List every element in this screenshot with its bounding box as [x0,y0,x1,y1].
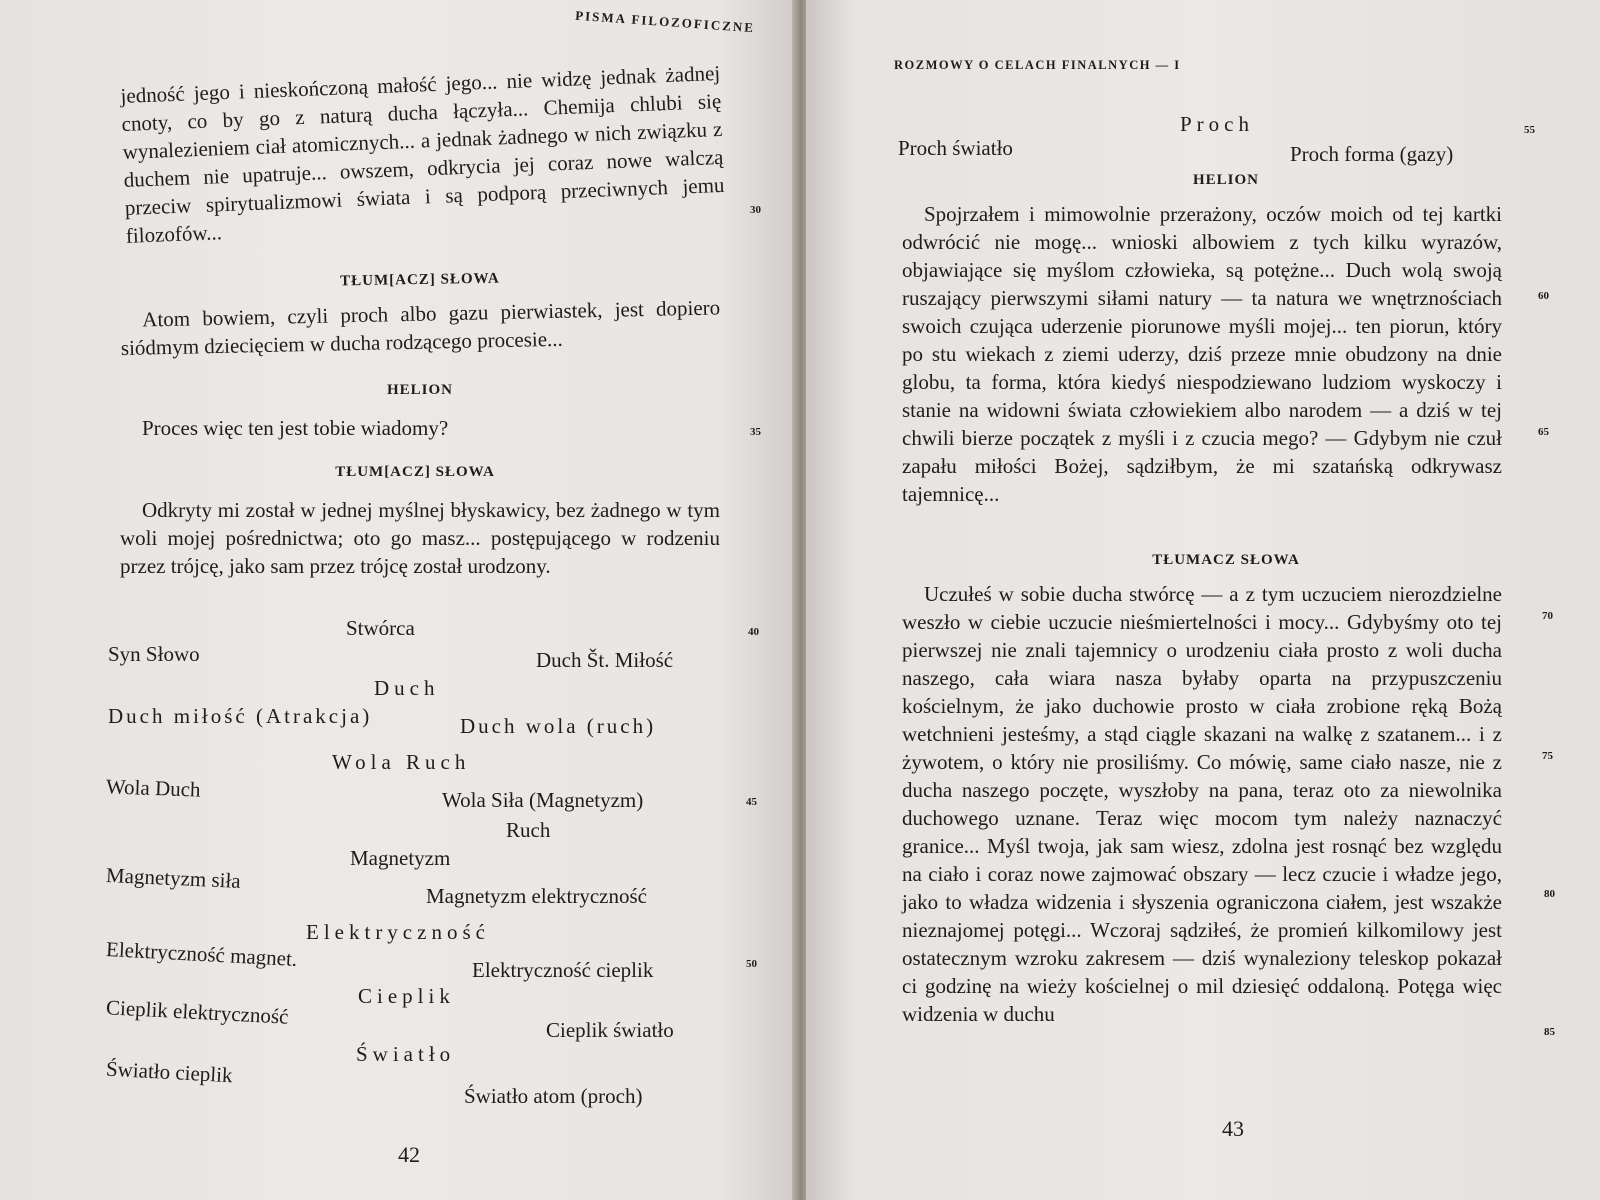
diagram-node: Światło cieplik [105,1056,234,1088]
diagram-node: Wola Duch [105,774,201,802]
line-number: 60 [1538,290,1549,302]
line-number: 55 [1524,124,1535,136]
line-number: 85 [1544,1026,1555,1038]
diagram-node: Magnetyzm [350,846,451,870]
speaker-label: HELION [1192,172,1259,188]
paragraph: Proces więc ten jest tobie wiadomy? [142,416,449,440]
diagram-node: Cieplik [358,984,455,1008]
speaker-label: TŁUMACZ SŁOWA [1152,552,1300,568]
line-number: 80 [1544,888,1555,900]
diagram-node: Stwórca [346,616,415,640]
paragraph: Odkryty mi został w jednej myślnej błyskawicy, bez żadnego w tym woli mojej pośrednictwa; oto go masz... postępującego w rodzeniu przez trójcę, jako sam przez trójcę został urodzony. [120,498,720,578]
diagram-node: Proch [1180,112,1254,136]
diagram-node: Proch światło [898,136,1013,160]
diagram-node: Wola Siła (Magnetyzm) [442,788,644,812]
diagram-node: Duch wola (ruch) [460,714,657,738]
diagram-node: Proch forma (gazy) [1290,142,1454,166]
page-number: 43 [1222,1116,1244,1141]
line-number: 40 [748,626,759,638]
diagram-node: Magnetyzm elektryczność [426,884,647,908]
diagram-node: Światło [356,1042,456,1066]
page-number: 42 [398,1142,420,1167]
diagram-node: Syn Słowo [108,642,200,666]
speaker-label: HELION [386,382,453,398]
line-number: 75 [1542,750,1553,762]
line-number: 65 [1538,426,1549,438]
diagram-node: Ruch [506,818,551,842]
opening-paragraph: jedność jego i nieskończoną małość jego... nie widzę jednak żadnej cnoty, co by go z naturą ducha łączyła... Chemija chlubi się wynalezieniem ciał atomicznych... a jednak żadnego w nich związku z duchem nie upatruje... owszem, odkrycia jej coraz nowe walczą przeciw spirytualizmowi świata i są podporą przeciwnych jemu filozofów... [120,60,725,248]
paragraph: Atom bowiem, czyli proch albo gazu pierwiastek, jest dopiero siódmym dziecięciem w ducha rodzącego procesie... [120,295,721,360]
line-number: 70 [1542,610,1553,622]
right-page [806,0,1600,1200]
running-head-right: ROZMOWY O CELACH FINALNYCH — I [894,58,1181,72]
diagram-node: Magnetyzm siła [105,863,242,893]
diagram-node: Duch miłość (Atrakcja) [108,704,373,728]
diagram-node: Duch [374,676,440,700]
diagram-node: Wola Ruch [332,750,471,774]
line-number: 50 [746,958,757,970]
diagram-node: Elektryczność cieplik [472,958,654,982]
line-number: 35 [750,426,761,438]
line-number: 30 [750,204,761,216]
paragraph: Spojrzałem i mimowolnie przerażony, oczów moich od tej kartki odwrócić nie mogę... wnioski albowiem z tych kilku wyrazów, objawiające się myślom człowieka, są potężne... Duch wolą swoją ruszający pierwszymi siłami natury — ta natura we wnętrznościach swoich czująca uderzenie piorunowe myśli mojej... ten piorun, który po stu wiekach z ziemi uderzy, dziś przeze mnie obudzony na dnie globu, ta forma, która kiedyś niespodziewano ludziom wyskoczy i stanie na widowni świata człowiekiem albo narodem — a dziś w tej chwili bierze początek z myśli i z czucia mego? — Gdybym nie czuł zapału miłości Bożej, sądziłbym, że mi szatańską odkrywasz tajemnicę... [902,202,1502,506]
line-number: 45 [746,796,757,808]
diagram-node: Elektryczność [306,920,490,944]
paragraph: Uczułeś w sobie ducha stwórcę — a z tym uczuciem nierozdzielne weszło w ciebie uczucie nieśmiertelności i mocy... Gdybyśmy oto tej pierwszej nie znali tajemnicy o urodzeniu ciała prosto z woli ducha naszego, cała wiara nasza byłaby oparta na przypuszczeniu kościelnym, że jako duchowie prosto w ciała zrobione ręką Bożą wetchnieni jesteśmy, a stąd ciągle skazani na walkę z szatanem... i z żywotem, o który nie prosiliśmy. Co mówię, same ciało nasze, nie z ducha naszego poczęte, wyszłoby na pana, teraz oto za niewolnika duchowego uznane. Teraz więc mocom tym należy naznaczyć granice... Myśl twoja, jak sam wiesz, zdolna jest rosnąć bez względu na ciało i coraz nowe zajmować obszary — lecz czucie i władze jego, jako to władza widzenia i słyszenia ograniczona ciałem, jest wszakże nieznajomej potęgi... Wczoraj sądziłeś, że promień kilkomilowy jest ostatecznym wzroku zakresem — dziś wynaleziony teleskop pokazał ci godzinę na wieży kościelnej o mil dziesięć oddaloną. Potęga więc widzenia w duchu [902,582,1502,1026]
diagram-node: Cieplik elektryczność [105,995,290,1029]
diagram-node: Elektryczność magnet. [105,937,298,971]
diagram-node: Światło atom (proch) [464,1084,643,1108]
speaker-label: TŁUM[ACZ] SŁOWA [340,270,500,290]
running-head-left: PISMA FILOZOFICZNE [574,7,756,36]
speaker-label: TŁUM[ACZ] SŁOWA [335,464,495,480]
diagram-node: Cieplik światło [546,1018,674,1042]
diagram-node: Duch Št. Miłość [536,648,674,672]
